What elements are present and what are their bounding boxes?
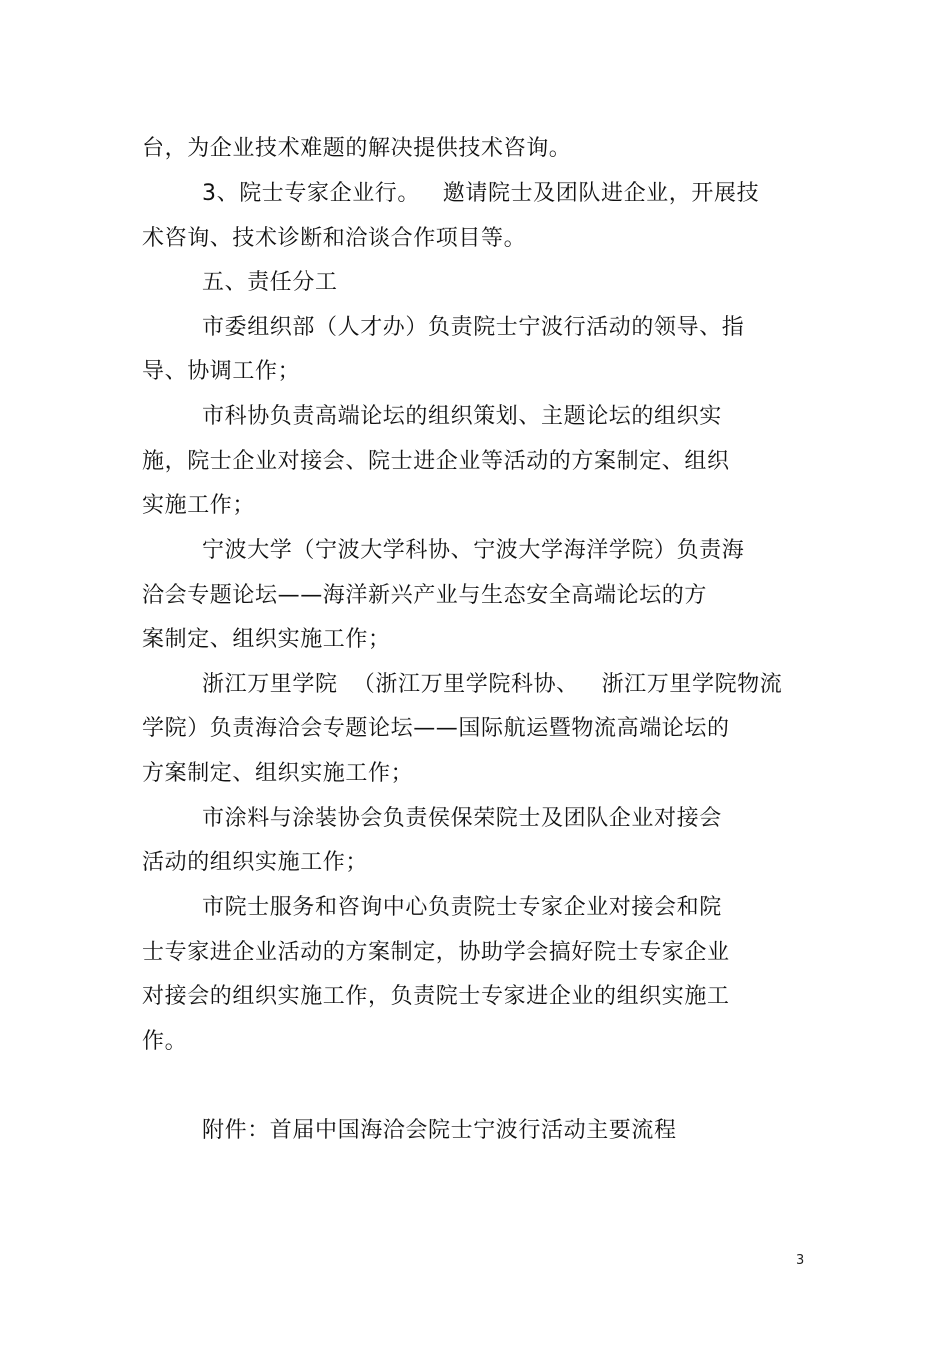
text-line-19: 士专家进企业活动的方案制定，协助学会搞好院士专家企业 [142, 940, 730, 965]
text-line-6: 导、协调工作； [142, 359, 301, 384]
text-line-5: 市委组织部（人才办）负责院士宁波行活动的领导、指 [202, 315, 745, 340]
text-line-20: 对接会的组织实施工作，负责院士专家进企业的组织实施工 [142, 984, 730, 1009]
attachment-line: 附件：首届中国海洽会院士宁波行活动主要流程 [202, 1118, 677, 1143]
text-line-3: 术咨询、技术诊断和洽谈合作项目等。 [142, 226, 527, 251]
text-line-12: 案制定、组织实施工作； [142, 627, 391, 652]
text-line-8: 施，院士企业对接会、院士进企业等活动的方案制定、组织 [142, 449, 730, 474]
text-line-7: 市科协负责高端论坛的组织策划、主题论坛的组织实 [202, 404, 722, 429]
text-line-9: 实施工作； [142, 493, 256, 518]
text-line-2: 3、院士专家企业行。 邀请院士及团队进企业，开展技 [202, 181, 760, 206]
text-line-11: 洽会专题论坛——海洋新兴产业与生态安全高端论坛的方 [142, 583, 708, 608]
text-line-1: 台，为企业技术难题的解决提供技术咨询。 [142, 136, 572, 161]
text-line-17: 活动的组织实施工作； [142, 850, 369, 875]
text-line-14: 学院）负责海洽会专题论坛——国际航运暨物流高端论坛的 [142, 716, 730, 741]
page-number: 3 [796, 1253, 805, 1268]
section-heading: 五、责任分工 [202, 270, 338, 295]
text-line-13: 浙江万里学院 （浙江万里学院科协、 浙江万里学院物流 [202, 672, 783, 697]
text-line-21: 作。 [142, 1029, 188, 1054]
text-line-15: 方案制定、组织实施工作； [142, 761, 414, 786]
text-line-10: 宁波大学（宁波大学科协、宁波大学海洋学院）负责海 [202, 538, 745, 563]
text-line-18: 市院士服务和咨询中心负责院士专家企业对接会和院 [202, 895, 722, 920]
text-line-16: 市涂料与涂装协会负责侯保荣院士及团队企业对接会 [202, 806, 722, 831]
